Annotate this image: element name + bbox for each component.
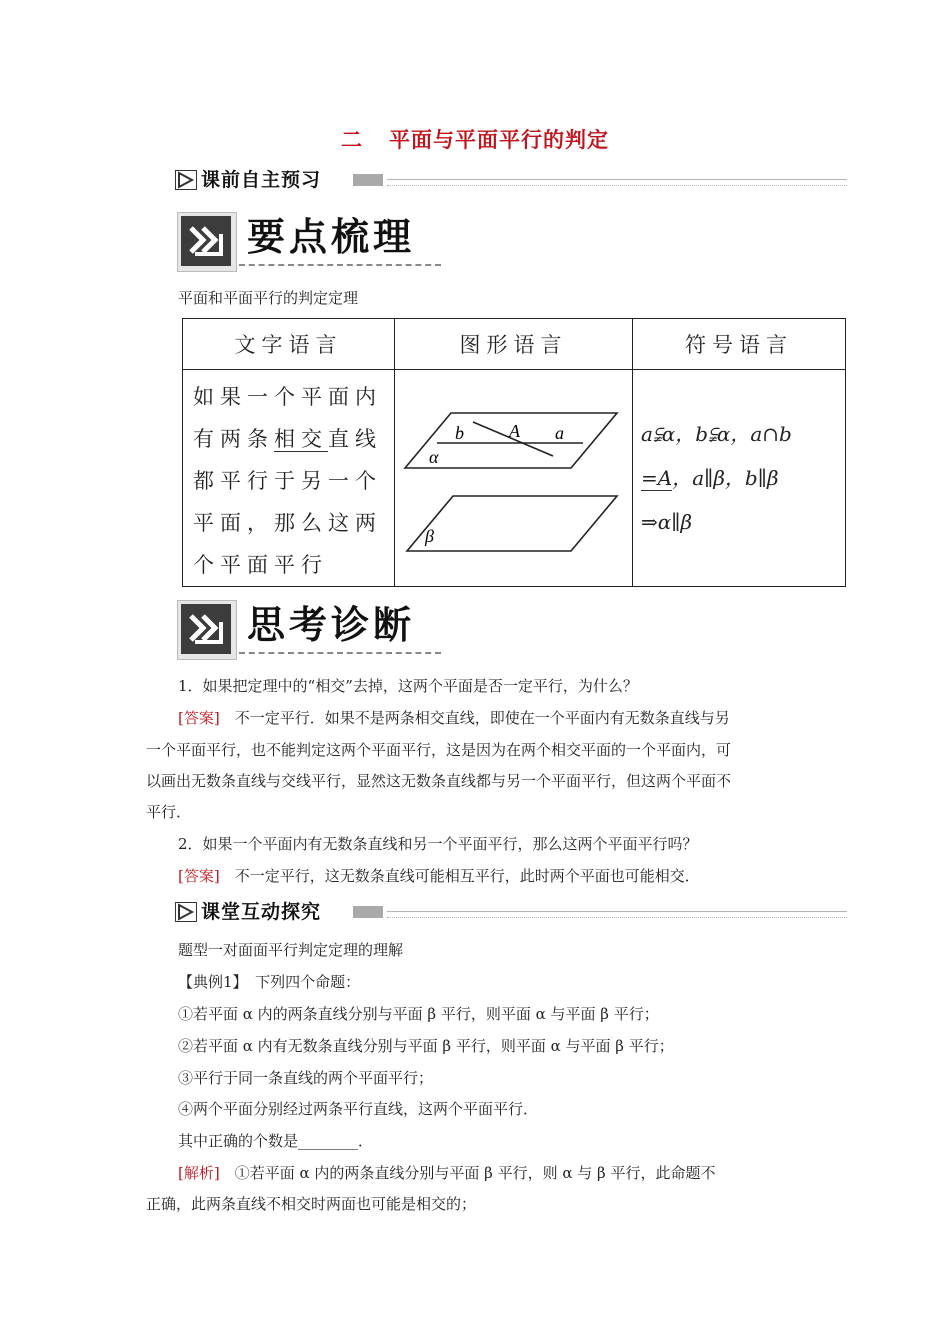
title-number: 二 <box>341 127 363 152</box>
example-tag: 【典例1】 <box>178 973 241 991</box>
double-arrow-icon <box>181 604 231 654</box>
graphic-language-cell <box>395 370 633 587</box>
double-arrow-icon <box>181 216 231 266</box>
analysis-text: ①若平面 α 内的两条直线分别与平面 β 平行，则 α 与 β 平行，此命题不 <box>234 1164 716 1182</box>
answer-1-line <box>178 708 730 728</box>
symbol-underlined: =A <box>641 466 673 490</box>
section-bar-preview <box>175 168 847 192</box>
text-line <box>193 418 386 460</box>
answer-tag: [答案] <box>178 867 220 885</box>
table-header-row <box>183 319 846 370</box>
section-bar-classroom <box>175 900 847 924</box>
example-question: 其中正确的个数是________． <box>178 1132 374 1150</box>
proposition: ②若平面 α 内有无数条直线分别与平面 β 平行，则平面 α 与平面 β 平行； <box>178 1037 674 1055</box>
heading-dash <box>239 652 441 654</box>
analysis-line: 正确，此两条直线不相交时两面也可能是相交的； <box>146 1195 477 1213</box>
answer-tag: [答案] <box>178 709 220 727</box>
question-2: 2．如果一个平面内有无数条直线和另一个平面平行，那么这两个平面平行吗？ <box>178 835 698 853</box>
section-block <box>353 906 383 918</box>
text-language-cell <box>183 370 395 587</box>
section-line-dotted <box>387 185 847 186</box>
text-underlined: 相交 <box>274 427 328 451</box>
answer-1-line: 以画出无数条直线与交线平行，显然这无数条直线都与另一个平面平行，但这两个平面不 <box>146 772 732 790</box>
play-arrow-icon <box>175 902 197 922</box>
header-text-language: 文字语言 <box>183 319 395 370</box>
page-title <box>0 124 950 154</box>
proposition: ③平行于同一条直线的两个平面平行； <box>178 1069 434 1087</box>
table-row <box>183 370 846 587</box>
label-A: A <box>509 421 520 441</box>
example-intro: 下列四个命题： <box>255 973 361 991</box>
example-line <box>178 972 360 992</box>
heading-key-points <box>177 212 441 272</box>
theorem-table <box>182 318 846 587</box>
symbol-part: ，a∥β，b∥β <box>672 466 779 490</box>
heading-think <box>177 600 441 660</box>
question-type: 题型一对面面平行判定定理的理解 <box>178 941 404 959</box>
analysis-line <box>178 1163 715 1183</box>
question-1: 1．如果把定理中的“相交”去掉，这两个平面是否一定平行，为什么？ <box>178 677 638 695</box>
section-block <box>353 174 383 186</box>
symbol-line <box>641 456 845 500</box>
section-title: 课堂互动探究 <box>201 901 322 923</box>
parallel-planes-figure <box>395 370 630 582</box>
answer-1-line: 平行． <box>146 803 192 821</box>
section-line <box>387 911 847 912</box>
heading-dash <box>239 264 441 266</box>
theorem-text <box>183 370 394 586</box>
proposition: ①若平面 α 内的两条直线分别与平面 β 平行，则平面 α 与平面 β 平行； <box>178 1005 659 1023</box>
play-arrow-icon <box>175 170 197 190</box>
heading-title: 思考诊断 <box>247 603 416 647</box>
label-alpha: α <box>429 447 439 467</box>
text-part: 有两条 <box>193 427 274 451</box>
heading-title: 要点梳理 <box>247 215 416 259</box>
text-line: 个平面平行 <box>193 553 328 577</box>
text-part: 直线 <box>328 427 382 451</box>
label-beta: β <box>425 526 434 546</box>
label-b: b <box>455 423 464 443</box>
text-line: 如果一个平面内 <box>193 385 382 409</box>
symbol-language-cell <box>633 370 846 587</box>
proposition: ④两个平面分别经过两条平行直线，这两个平面平行． <box>178 1100 539 1118</box>
analysis-tag: [解析] <box>178 1164 220 1182</box>
symbol-line: ⇒α∥β <box>641 510 693 534</box>
section-title: 课前自主预习 <box>201 169 322 191</box>
answer-1-line: 一个平面平行，也不能判定这两个平面平行，这是因为在两个相交平面的一个平面内，可 <box>146 741 732 759</box>
label-a: a <box>555 423 564 443</box>
title-text: 平面与平面平行的判定 <box>389 127 609 152</box>
answer-text: 不一定平行，这无数条直线可能相互平行，此时两个平面也可能相交． <box>234 867 700 885</box>
symbol-line: a⫋α，b⫋α，a∩b <box>641 422 792 446</box>
answer-text: 不一定平行．如果不是两条相交直线，即使在一个平面内有无数条直线与另 <box>234 709 730 727</box>
plane-beta <box>407 496 617 551</box>
section-line <box>387 179 847 180</box>
text-line: 平面，那么这两 <box>193 511 382 535</box>
answer-2-line <box>178 866 700 886</box>
header-graphic-language: 图形语言 <box>395 319 633 370</box>
theorem-symbols <box>633 412 845 544</box>
header-symbol-language: 符号语言 <box>633 319 846 370</box>
text-line: 都平行于另一个 <box>193 469 382 493</box>
theorem-label: 平面和平面平行的判定定理 <box>178 289 359 307</box>
section-line-dotted <box>387 917 847 918</box>
